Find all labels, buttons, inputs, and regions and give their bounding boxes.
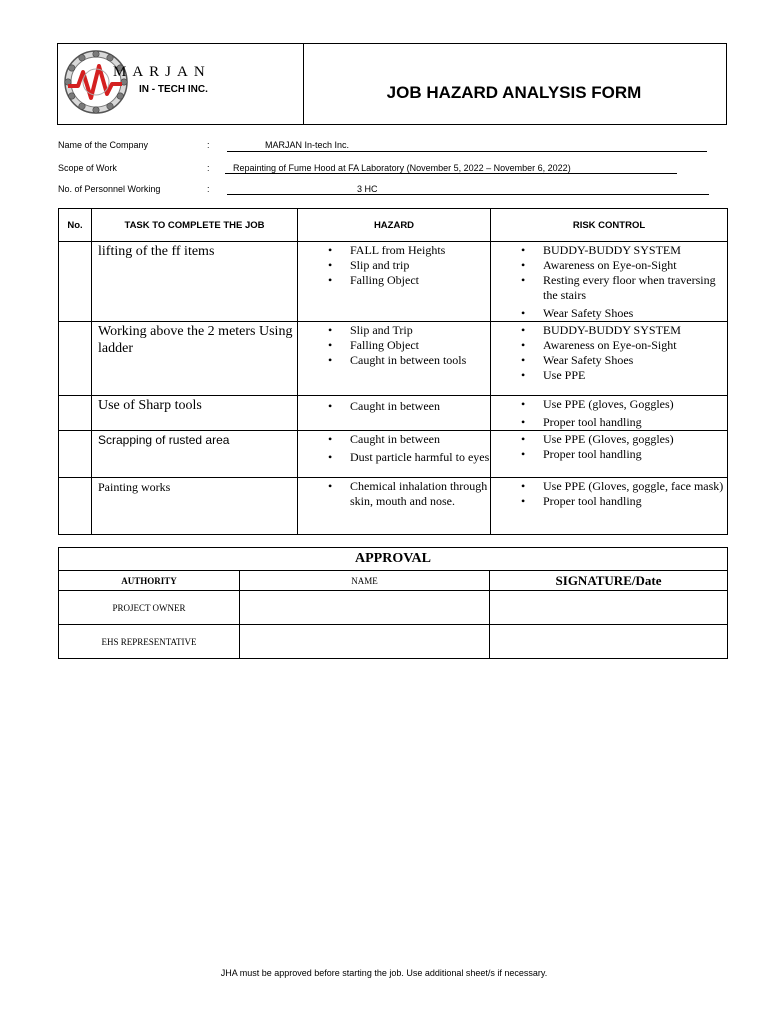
form-title: JOB HAZARD ANALYSIS FORM: [386, 83, 642, 102]
risk-control-cell: [491, 431, 728, 478]
hazard-table: [58, 208, 728, 535]
authority-project-owner: PROJECT OWNER: [59, 591, 240, 625]
col-header-no: No.: [59, 209, 92, 242]
table-row: [59, 242, 728, 322]
control-item: • BUDDY-BUDDY SYSTEM: [543, 323, 727, 338]
task-cell: Use of Sharp tools: [92, 396, 298, 431]
table-row: [59, 396, 728, 431]
approval-row: [59, 591, 728, 625]
hazard-cell: [298, 478, 491, 535]
signature-field[interactable]: [490, 625, 728, 659]
control-item: • Wear Safety Shoes: [543, 353, 727, 368]
risk-control-cell: [491, 242, 728, 322]
control-item: • Resting every floor when traversing the stairs: [543, 273, 727, 303]
row-number-cell: [59, 322, 92, 396]
hazard-cell: [298, 242, 491, 322]
control-item: • Awareness on Eye-on-Sight: [543, 338, 727, 353]
name-field[interactable]: [240, 591, 490, 625]
row-number-cell: [59, 431, 92, 478]
hazard-item: • Falling Object: [350, 338, 490, 353]
company-colon: :: [207, 140, 210, 150]
control-item: • Use PPE (gloves, Goggles): [543, 397, 727, 412]
row-number-cell: [59, 478, 92, 535]
hazard-item: • Dust particle harmful to eyes: [350, 450, 490, 465]
control-item: • Use PPE (Gloves, goggles): [543, 432, 727, 447]
hazard-item: • Slip and trip: [350, 258, 490, 273]
control-item: • Use PPE: [543, 368, 727, 383]
col-header-hazard: HAZARD: [298, 209, 491, 242]
hazard-cell: [298, 431, 491, 478]
hazard-item: • Slip and Trip: [350, 323, 490, 338]
row-number-cell: [59, 396, 92, 431]
control-item: • Wear Safety Shoes: [543, 306, 727, 321]
company-logo: [62, 48, 152, 116]
hazard-item: • Caught in between tools: [350, 353, 490, 368]
col-header-task: TASK TO COMPLETE THE JOB: [92, 209, 298, 242]
scope-colon: :: [207, 163, 210, 173]
col-header-name: NAME: [240, 571, 490, 591]
company-underline: [227, 151, 707, 152]
table-row: [59, 431, 728, 478]
table-row: [59, 478, 728, 535]
task-cell: Working above the 2 meters Using ladder: [92, 322, 298, 396]
risk-control-cell: [491, 396, 728, 431]
authority-ehs-representative: EHS REPRESENTATIVE: [59, 625, 240, 659]
company-value: MARJAN In-tech Inc.: [265, 140, 350, 150]
risk-control-cell: [491, 322, 728, 396]
footer-note: JHA must be approved before starting the job. Use additional sheet/s if necessary.: [220, 968, 548, 978]
task-cell: Painting works: [92, 478, 298, 535]
control-item: • BUDDY-BUDDY SYSTEM: [543, 243, 727, 258]
brand-subtitle: IN - TECH INC.: [139, 84, 208, 95]
hazard-cell: [298, 396, 491, 431]
col-header-signature: SIGNATURE/Date: [490, 571, 728, 591]
approval-title-row: [59, 548, 728, 571]
approval-header-row: [59, 571, 728, 591]
name-field[interactable]: [240, 625, 490, 659]
table-row: [59, 322, 728, 396]
personnel-underline: [227, 194, 709, 195]
control-item: • Proper tool handling: [543, 494, 727, 509]
scope-label: Scope of Work: [58, 163, 117, 173]
hazard-cell: [298, 322, 491, 396]
personnel-label: No. of Personnel Working: [58, 184, 161, 194]
risk-control-cell: [491, 478, 728, 535]
hazard-item: • Caught in between: [350, 432, 490, 447]
scope-value: Repainting of Fume Hood at FA Laboratory (November 5, 2022 – November 6, 2022): [233, 163, 571, 173]
hazard-item: • FALL from Heights: [350, 243, 490, 258]
control-item: • Use PPE (Gloves, goggle, face mask): [543, 479, 727, 494]
hazard-item: • Falling Object: [350, 273, 490, 288]
signature-field[interactable]: [490, 591, 728, 625]
bearing-logo-icon: [62, 48, 152, 116]
approval-row: [59, 625, 728, 659]
hazard-item: • Chemical inhalation through skin, mouth and nose.: [350, 479, 490, 509]
control-item: • Awareness on Eye-on-Sight: [543, 258, 727, 273]
control-item: • Proper tool handling: [543, 415, 727, 430]
personnel-colon: :: [207, 184, 210, 194]
company-label: Name of the Company: [58, 140, 149, 150]
col-header-authority: AUTHORITY: [59, 571, 240, 591]
personnel-value: 3 HC: [357, 184, 378, 194]
approval-table: [58, 547, 728, 659]
col-header-risk-control: RISK CONTROL: [491, 209, 728, 242]
task-cell: lifting of the ff items: [92, 242, 298, 322]
scope-underline: [225, 173, 677, 174]
approval-title: APPROVAL: [59, 548, 728, 571]
table-header-row: [59, 209, 728, 242]
hazard-item: • Caught in between: [350, 399, 490, 414]
brand-name: MARJAN: [113, 64, 211, 80]
task-cell: Scrapping of rusted area: [92, 431, 298, 478]
control-item: • Proper tool handling: [543, 447, 727, 462]
row-number-cell: [59, 242, 92, 322]
